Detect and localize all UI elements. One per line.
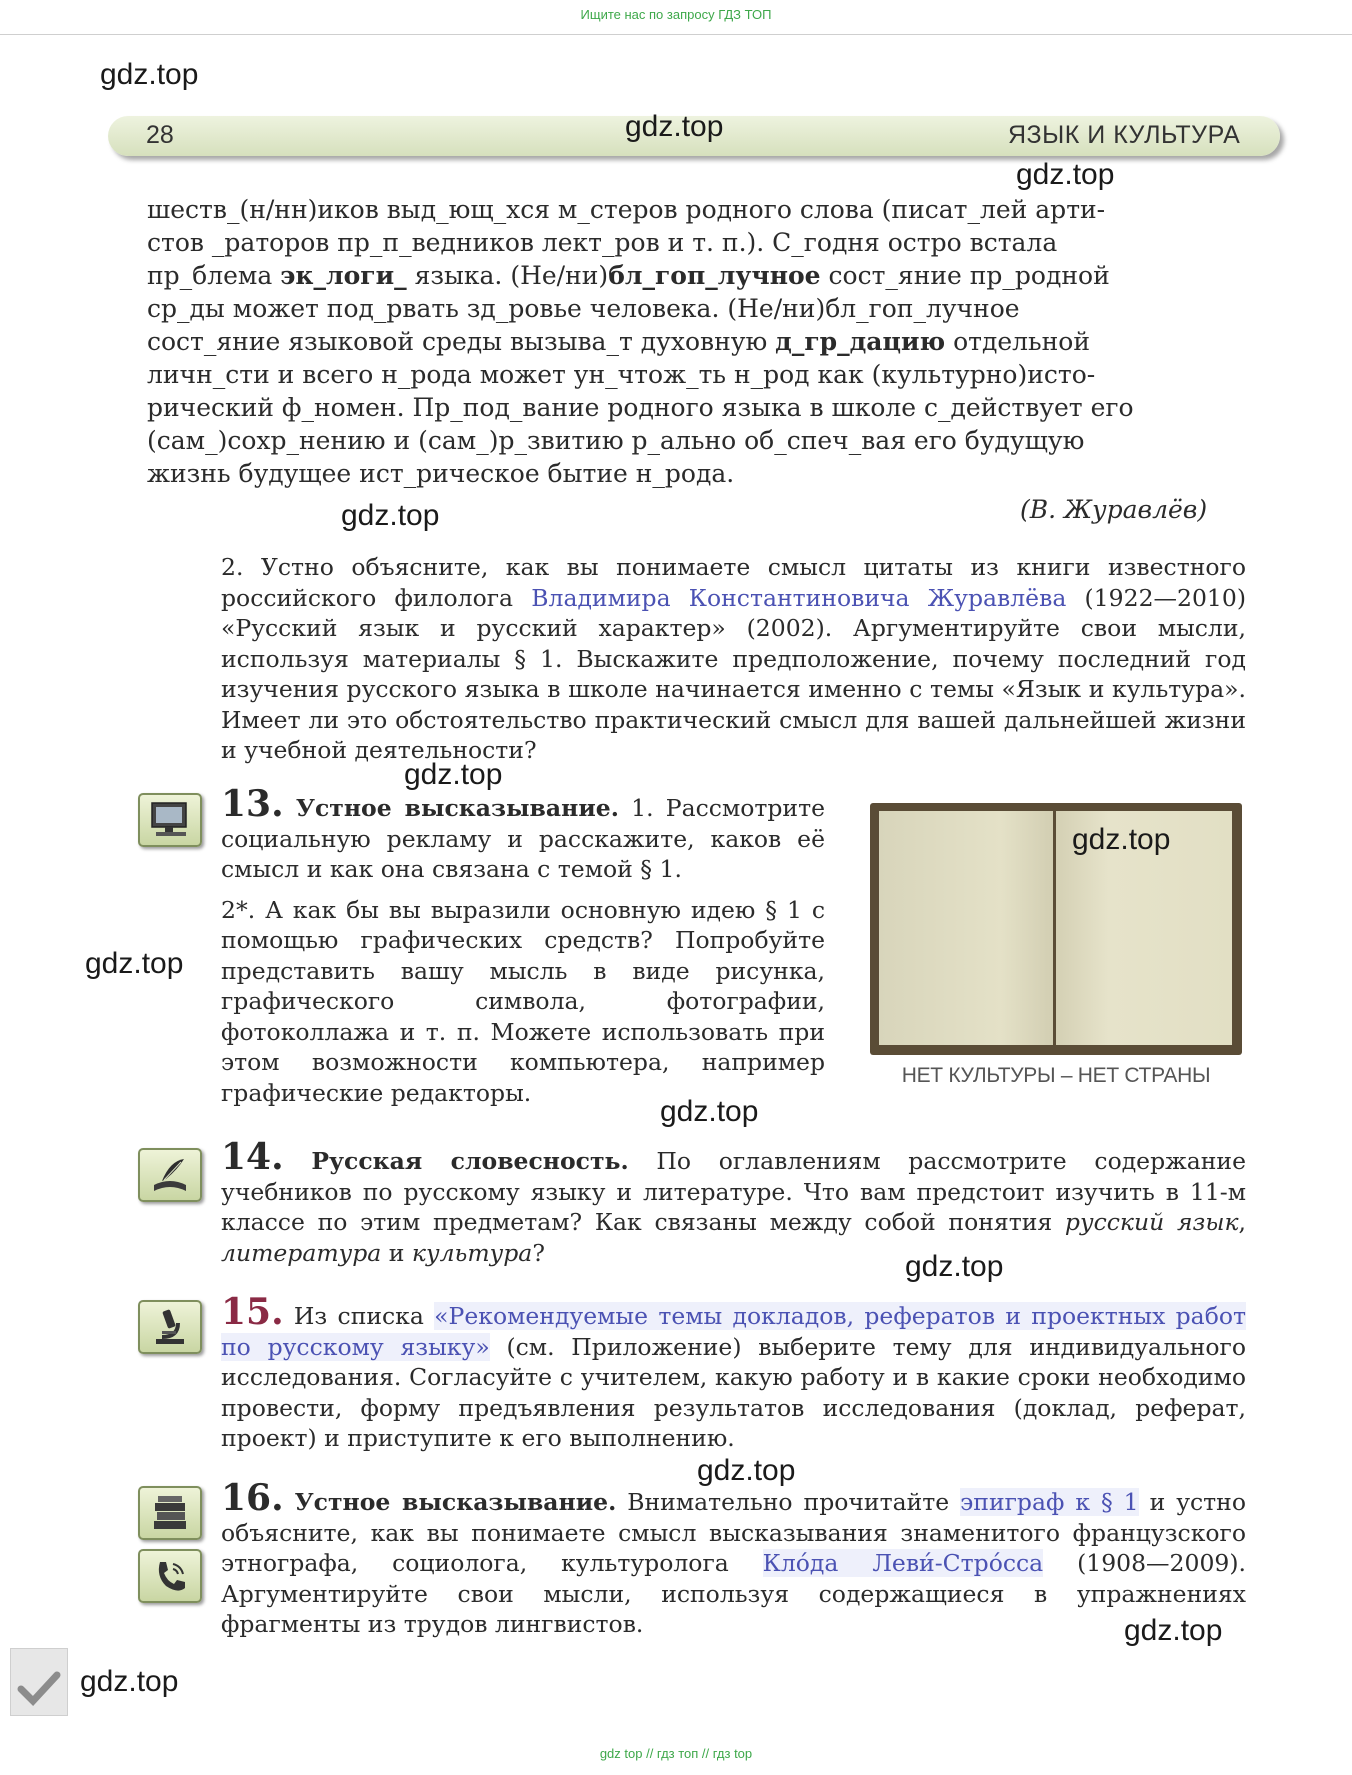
exercise-16-title: Устное высказывание. [294, 1488, 617, 1516]
passage-author: (В. Журавлёв) [1020, 495, 1208, 524]
watermark: gdz.top [660, 1095, 759, 1128]
exercise-13-title: Устное высказывание. [295, 794, 619, 822]
watermark: gdz.top [905, 1250, 1004, 1283]
top-banner [0, 0, 1352, 35]
exercise-16-number: 16. [221, 1477, 284, 1519]
section-title: ЯЗЫК И КУЛЬТУРА [1008, 121, 1241, 149]
page-number: 28 [146, 121, 174, 149]
watermark: gdz.top [625, 110, 724, 143]
open-book-image [870, 803, 1242, 1055]
exercise-14-title: Русская словесность. [311, 1147, 629, 1175]
watermark: gdz.top [1016, 158, 1115, 191]
exercise-15-number: 15. [221, 1291, 284, 1333]
passage-line: шеств_(н/нн)иков выд_ющ_хся м_стеров родного слова (писат_лей арти- [147, 195, 1106, 224]
passage [147, 193, 1247, 490]
zhuravlev-link[interactable]: Владимира Константиновича Журавлёва [531, 583, 1067, 612]
task-2: 2. Устно объясните, как вы понимаете смысл цитаты из книги известного российского филолога Владимира Константиновича Журавлёва (1922—2010) «Русский язык и русский характер» (2002). Аргументируйте свои мысли, используя материалы § 1. Выскажите предположение, почему последний год изучения русского языка в школе начинается именно с темы «Язык и культура». Имеет ли это обстоятельство практический смысл для вашей дальнейшей жизни и учебной деятельности? [221, 553, 1246, 764]
exercise-13-part-2: 2*. А как бы вы выразили основную идею § 1 с помощью графических средств? Попробуйте представить вашу мысль в виде рисунка, графического символа, фотографии, фотоколлажа и т. п. Можете использовать при этом возможности компьютера, например графические редакторы. [221, 895, 825, 1107]
phone-icon [148, 1556, 192, 1596]
watermark: gdz.top [1124, 1614, 1223, 1647]
exercise-13: 13. Устное высказывание. 1. Рассмотрите социальную рекламу и расскажите, каков её смысл и как она связана с темой § 1. 2*. А как бы вы выразили основную идею § 1 с помощью графических средств? Попробуйте представить вашу мысль в виде рисунка, графического символа, фотографии, фотоколлажа и т. п. Можете использовать при этом возможности компьютера, например графические редакторы. [221, 783, 825, 1107]
exercise-14: 14. Русская словесность. По оглавлениям рассмотрите содержание учебников по русскому языку и литературе. Что вам предстоит изучить в 11-м классе по этим предметам? Как связаны между собой понятия русский язык, литература и культура? [221, 1136, 1246, 1267]
levi-strauss-link[interactable]: Кло́да Леви́-Стро́сса [762, 1549, 1044, 1577]
check-icon[interactable] [10, 1648, 68, 1716]
passage-line: личн_сти и всего н_рода может ун_чтож_ть н_род как (культурно)исто- [147, 360, 1096, 389]
watermark: gdz.top [100, 58, 199, 91]
watermark: gdz.top [404, 758, 503, 791]
passage-line: стов _раторов пр_п_ведников лект_ров и т. п.). С_годня остро встала [147, 228, 1058, 257]
passage-line: (сам_)сохр_нению и (сам_)р_звитию р_ально об_спеч_вая его будущую [147, 426, 1085, 455]
passage-line: сост_яние языковой среды вызыва_т духовную д_гр_дацию отдельной [147, 327, 1091, 356]
passage-line: жизнь будущее ист_рическое бытие н_рода. [147, 459, 735, 488]
literature-exercise-icon [138, 1148, 202, 1202]
microscope-exercise-icon [138, 1300, 202, 1354]
book-caption: НЕТ КУЛЬТУРЫ – НЕТ СТРАНЫ [901, 1064, 1211, 1087]
passage-line: рический ф_номен. Пр_под_вание родного языка в школе с_действует его [147, 393, 1134, 422]
books-stack-icon [148, 1493, 192, 1533]
microscope-icon [148, 1307, 192, 1347]
feather-book-icon [148, 1155, 192, 1195]
books-exercise-icon [138, 1486, 202, 1540]
computer-exercise-icon [138, 793, 202, 847]
checkmark-icon [11, 1649, 67, 1715]
top-banner-text: Ищите нас по запросу ГДЗ ТОП [580, 7, 772, 22]
watermark: gdz.top [80, 1665, 179, 1698]
computer-icon [148, 800, 192, 840]
recommended-topics-link[interactable]: «Рекомендуемые темы докладов, рефератов и проектных работ по русскому языку» [221, 1302, 1246, 1361]
watermark: gdz.top [697, 1454, 796, 1487]
exercise-16: 16. Устное высказывание. Внимательно прочитайте эпиграф к § 1 и устно объясните, как вы понимаете смысл высказывания знаменитого французского этнографа, социолога, культуролога Кло́да Леви́-Стро́сса (1908—2009). Аргументируйте свои мысли, используя содержащиеся в упражнениях фрагменты из трудов лингвистов. [221, 1477, 1246, 1638]
watermark: gdz.top [85, 947, 184, 980]
phone-exercise-icon [138, 1549, 202, 1603]
exercise-14-number: 14. [221, 1136, 284, 1178]
watermark: gdz.top [341, 499, 440, 532]
passage-line: ср_ды может под_рвать зд_ровье человека. (Не/ни)бл_гоп_лучное [147, 294, 1020, 323]
footer-links[interactable]: gdz top // гдз топ // гдз top [599, 1746, 753, 1761]
passage-line: пр_блема эк_логи_ языка. (Не/ни)бл_гоп_лучное сост_яние пр_родной [147, 261, 1110, 290]
exercise-15: 15. Из списка «Рекомендуемые темы докладов, рефератов и проектных работ по русскому языку» (см. Приложение) выберите тему для индивидуального исследования. Согласуйте с учителем, какую работу и в какие сроки необходимо провести, форму предъявления результатов исследования (доклад, реферат, проект) и приступите к его выполнению. [221, 1291, 1247, 1452]
epigraph-link[interactable]: эпиграф к § 1 [960, 1488, 1139, 1516]
exercise-13-number: 13. [221, 783, 284, 825]
watermark: gdz.top [1072, 823, 1171, 856]
